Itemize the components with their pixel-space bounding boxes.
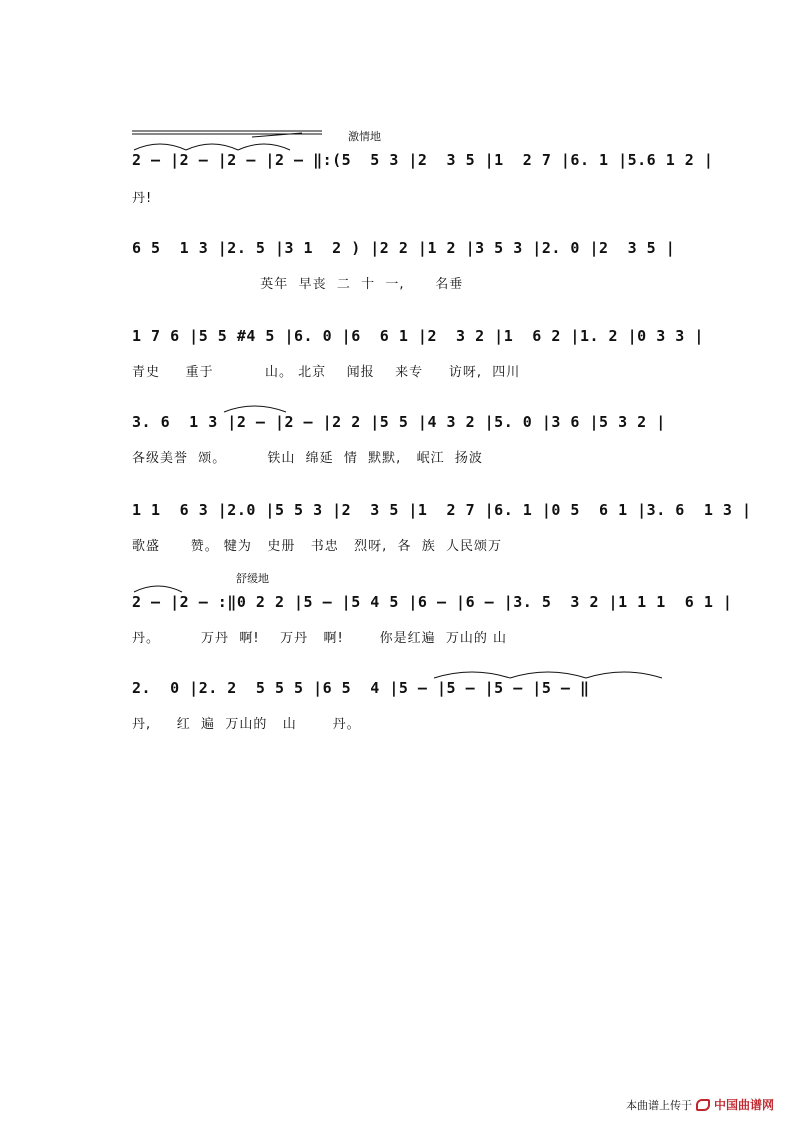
footer-text: 本曲谱上传于 bbox=[625, 1098, 692, 1112]
lyrics-line: 丹, 红 遍 万山的 山 丹。 bbox=[132, 717, 361, 732]
lyrics-line: 歌盛 赞。 犍为 史册 书忠 烈呀, 各 族 人民颂万 bbox=[132, 539, 503, 554]
tempo-mark-gentle: 舒缓地 bbox=[236, 572, 269, 585]
notation-line: 2 – |2 – |2 – |2 – ‖:(5 5 3 |2 3 5 |1 2 7 |6. 1 |5.6 1 2 | bbox=[132, 151, 714, 169]
lyrics-line: 丹! bbox=[132, 191, 153, 206]
site-logo-icon bbox=[696, 1099, 710, 1111]
notation-line: 1 1 6 3 |2.0 |5 5 3 |2 3 5 |1 2 7 |6. 1 |0 5 6 1 |3. 6 1 3 | bbox=[132, 501, 752, 519]
footer-site-name[interactable]: 中国曲谱网 bbox=[713, 1098, 774, 1112]
notation-line: 2. 0 |2. 2 5 5 5 |6 5 4 |5 – |5 – |5 – |5 – ‖ bbox=[132, 679, 590, 697]
lyrics-line: 青史 重于 山。 北京 闻报 来专 访呀, 四川 bbox=[132, 365, 521, 380]
tempo-mark-passionate: 激情地 bbox=[348, 130, 381, 143]
footer-credit bbox=[626, 1096, 774, 1113]
lyrics-line: 英年 早丧 二 十 一, 名垂 bbox=[132, 277, 464, 292]
notation-line: 3. 6 1 3 |2 – |2 – |2 2 |5 5 |4 3 2 |5. 0 |3 6 |5 3 2 | bbox=[132, 413, 666, 431]
notation-line: 6 5 1 3 |2. 5 |3 1 2 ) |2 2 |1 2 |3 5 3 |2. 0 |2 3 5 | bbox=[132, 239, 676, 257]
lyrics-line: 丹。 万丹 啊! 万丹 啊! 你是红遍 万山的 山 bbox=[132, 631, 507, 646]
notation-line: 2 – |2 – :‖0 2 2 |5 – |5 4 5 |6 – |6 – |3. 5 3 2 |1 1 1 6 1 | bbox=[132, 593, 733, 611]
notation-line: 1 7 6 |5 5 #4 5 |6. 0 |6 6 1 |2 3 2 |1 6 2 |1. 2 |0 3 3 | bbox=[132, 327, 704, 345]
lyrics-line: 各级美誉 颂。 铁山 绵延 情 默默, 岷江 扬波 bbox=[132, 451, 483, 466]
